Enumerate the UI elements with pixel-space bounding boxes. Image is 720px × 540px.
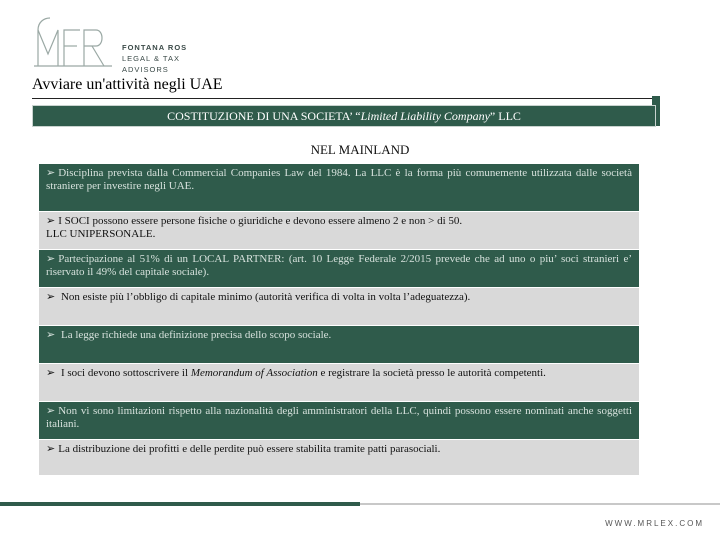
company-logo — [32, 16, 222, 74]
arrow-bullet-icon: ➢ — [46, 367, 56, 379]
list-item — [39, 402, 639, 440]
arrow-bullet-icon: ➢ — [46, 405, 56, 417]
list-item — [39, 288, 639, 326]
brand-tagline: LEGAL & TAX ADVISORS — [122, 54, 180, 74]
list-item-text: La legge richiede una definizione precisa dello scopo sociale. — [58, 329, 332, 341]
arrow-bullet-icon: ➢ — [46, 443, 56, 455]
list-item-text: Partecipazione al 51% di un LOCAL PARTNER: (art. 10 Legge Federale 2/2015 prevede che ad uno o piu’ soci stranieri e’ riservato il 49% del capitale sociale). — [46, 253, 632, 278]
list-item-text-italic: Memorandum of Association — [190, 367, 318, 379]
banner-italic: Limited Liability Company — [360, 109, 490, 123]
list-item-text: Non vi sono limitazioni rispetto alla nazionalità degli amministratori della LLC, quindi possono essere nominati anche soggetti italiani. — [46, 405, 632, 430]
list-item — [39, 364, 639, 402]
list-item-text: Disciplina prevista dalla Commercial Companies Law del 1984. La LLC è la forma più comunemente utilizzata dalle società straniere per investire negli UAE. — [46, 167, 632, 192]
list-item — [39, 212, 639, 250]
arrow-bullet-icon: ➢ — [46, 167, 56, 179]
list-item-extra: LLC UNIPERSONALE. — [46, 228, 156, 240]
banner-suffix: ” LLC — [489, 109, 521, 123]
arrow-bullet-icon: ➢ — [46, 329, 56, 341]
list-item — [39, 440, 639, 476]
mfr-logo-mark — [32, 16, 114, 68]
section-subtitle: NEL MAINLAND — [310, 142, 410, 157]
info-list — [39, 164, 639, 476]
footer-url: WWW.MRLEX.COM — [605, 519, 704, 528]
list-item — [39, 326, 639, 364]
footer-rule-green — [0, 502, 360, 506]
banner-prefix: COSTITUZIONE DI UNA SOCIETA’ “ — [167, 109, 361, 123]
arrow-bullet-icon: ➢ — [46, 215, 56, 227]
list-item — [39, 250, 639, 288]
title-divider — [32, 98, 658, 99]
list-item-text: Non esiste più l’obbligo di capitale minimo (autorità verifica di volta in volta l’adeguatezza). — [58, 291, 471, 303]
list-item-text: I SOCI possono essere persone fisiche o giuridiche e devono essere almeno 2 e non > di 50. — [58, 215, 463, 227]
page-title: Avviare un'attività negli UAE — [32, 76, 223, 93]
section-banner — [32, 105, 656, 127]
list-item — [39, 164, 639, 212]
arrow-bullet-icon: ➢ — [46, 253, 56, 265]
list-item-text-after: e registrare la società presso le autorità competenti. — [317, 367, 546, 379]
brand-name: FONTANA ROS — [122, 43, 188, 52]
footer-rule-grey — [360, 503, 720, 505]
arrow-bullet-icon: ➢ — [46, 291, 56, 303]
list-item-text-before: I soci devono sottoscrivere il — [58, 367, 191, 379]
logo-text — [122, 42, 222, 75]
list-item-text: La distribuzione dei profitti e delle perdite può essere stabilita tramite patti parasociali. — [58, 443, 441, 455]
